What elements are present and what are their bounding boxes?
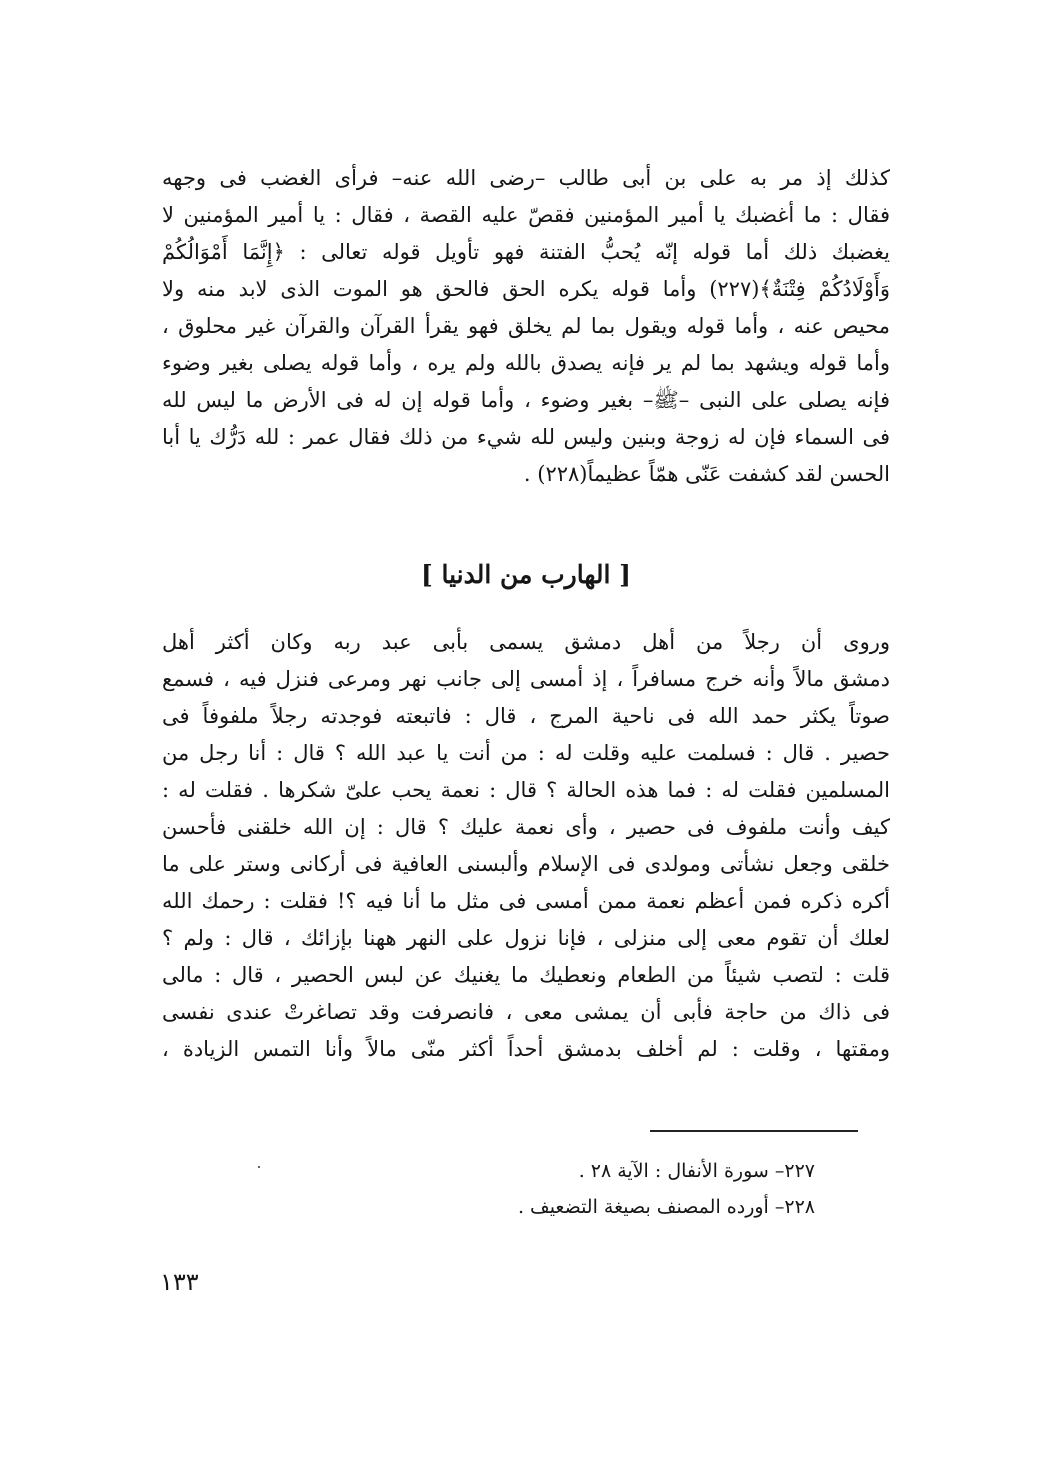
- text-line: ومقتها ، وقلت : لم أخلف بدمشق أحداً أكثر منّى مالاً وأنا التمس الزيادة ،: [162, 1037, 890, 1061]
- text-line: قلت : لتصب شيئاً من الطعام ونعطيك ما يغنيك عن لبس الحصير ، قال : مالى: [162, 963, 890, 987]
- text-line: دمشق مالاً وأنه خرج مسافراً ، إذ أمسى إلى جانب نهر ومرعى فنزل فيه ، فسمع: [162, 667, 890, 691]
- text-line: المسلمين فقلت له : فما هذه الحالة ؟ قال : نعمة يحب علىّ شكرها . فقلت له :: [162, 778, 890, 802]
- text-line: فإنه يصلى على النبى –ﷺ– بغير وضوء ، وأما قوله إن له فى الأرض ما ليس لله: [162, 388, 890, 412]
- print-speck: [258, 1166, 260, 1168]
- text-line: الحسن لقد كشفت عَنّى همّاً عظيماً(٢٢٨) .: [523, 462, 890, 486]
- text-line: يغضبك ذلك أما قوله إنّه يُحبُّ الفتنة فهو تأويل قوله تعالى : ﴿إِنَّمَا أَمْوَالُكُمْ: [162, 240, 890, 264]
- text-line: حصير . قال : فسلمت عليه وقلت له : من أنت يا عبد الله ؟ قال : أنا رجل من: [162, 741, 890, 765]
- footnote-divider: [650, 1130, 858, 1132]
- text-line: فى السماء فإن له زوجة وبنين وليس لله شيء من ذلك فقال عمر : لله دَرُّك يا أبا: [162, 425, 890, 449]
- text-line: وَأَوْلَادُكُمْ فِتْنَةٌ﴾(٢٢٧) وأما قوله يكره الحق فالحق هو الموت الذى لابد منه ولا: [162, 277, 890, 301]
- section-heading: [ الهارب من الدنيا ]: [420, 560, 631, 589]
- text-line: كذلك إذ مر به على بن أبى طالب –رضى الله عنه– فرأى الغضب فى وجهه: [162, 166, 890, 190]
- text-line: أكره ذكره فمن أعظم نعمة ممن أمسى فى مثل ما أنا فيه ؟! فقلت : رحمك الله: [162, 889, 890, 913]
- paragraph-2: [162, 624, 890, 1068]
- text-line: لعلك أن تقوم معى إلى منزلى ، فإنا نزول على النهر ههنا بإزائك ، قال : ولم ؟: [162, 926, 890, 950]
- text-line: فقال : ما أغضبك يا أمير المؤمنين فقصّ عليه القصة ، فقال : يا أمير المؤمنين لا: [162, 203, 890, 227]
- text-line: كيف وأنت ملفوف فى حصير ، وأى نعمة عليك ؟ قال : إن الله خلقنى فأحسن: [162, 815, 890, 839]
- text-line: وأما قوله ويشهد بما لم ير فإنه يصدق بالله ولم يره ، وأما قوله يصلى بغير وضوء: [162, 351, 890, 375]
- text-line: خلقى وجعل نشأتى ومولدى فى الإسلام وألبسنى العافية فى أركانى وستر على ما: [162, 852, 890, 876]
- footnote-227: ٢٢٧– سورة الأنفال : الآية ٢٨ .: [578, 1160, 815, 1182]
- footnotes: [430, 1153, 815, 1225]
- page-number: ١٣٣: [160, 1268, 199, 1296]
- footnote-228: ٢٢٨– أورده المصنف بصيغة التضعيف .: [517, 1196, 815, 1218]
- text-line: فى ذاك من حاجة فأبى أن يمشى معى ، فانصرفت وقد تصاغرتْ عندى نفسى: [162, 1000, 890, 1024]
- text-line: وروى أن رجلاً من أهل دمشق يسمى بأبى عبد ربه وكان أكثر أهل: [162, 630, 890, 654]
- text-line: صوتاً يكثر حمد الله فى ناحية المرج ، قال : فاتبعته فوجدته رجلاً ملفوفاً فى: [162, 704, 890, 728]
- paragraph-1: [162, 160, 890, 493]
- text-line: محيص عنه ، وأما قوله ويقول بما لم يخلق فهو يقرأ القرآن والقرآن غير محلوق ،: [162, 314, 890, 338]
